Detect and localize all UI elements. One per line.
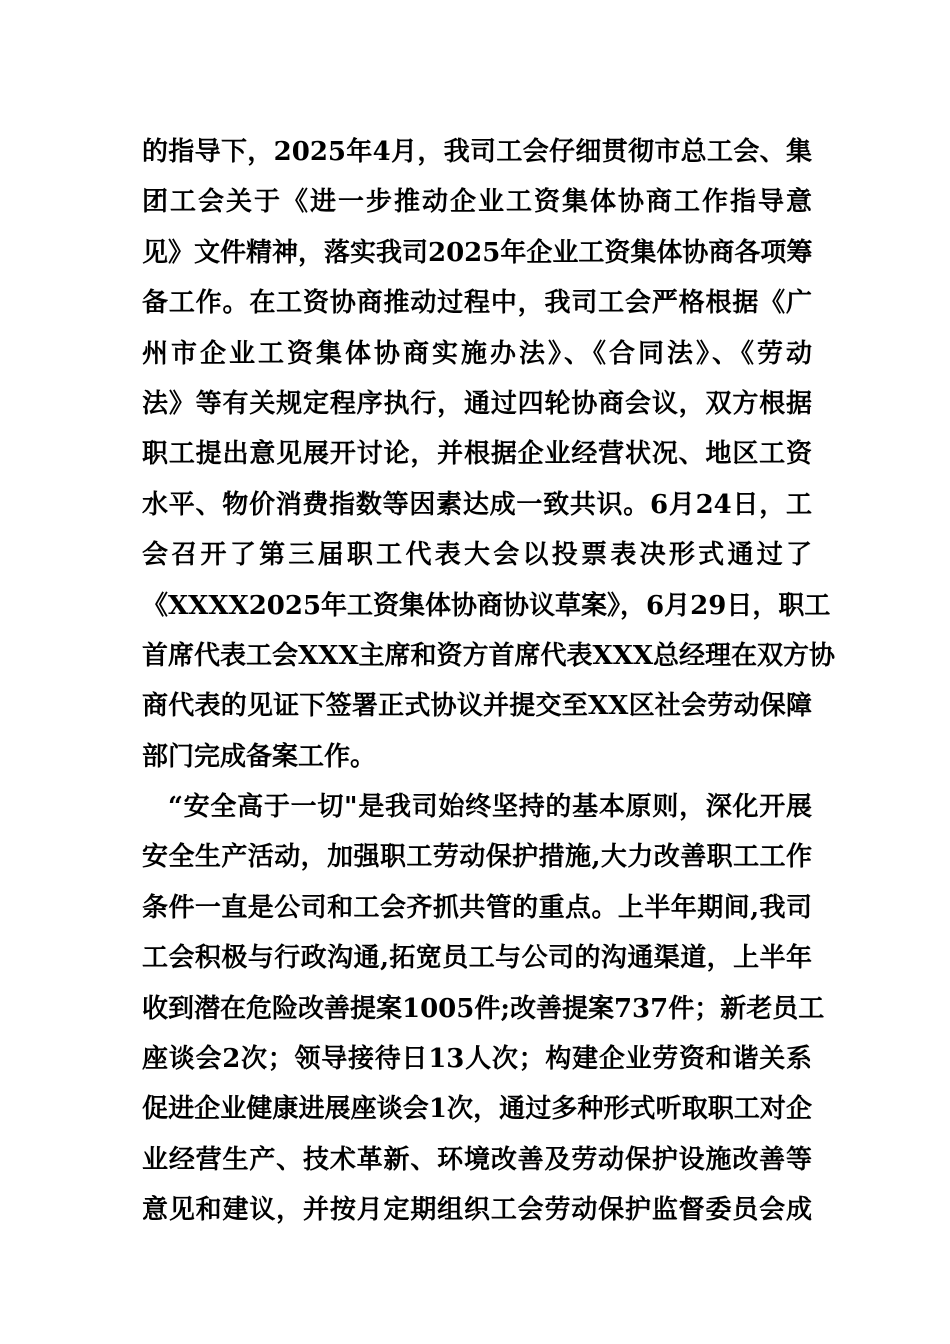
paragraph-1-line-3: 见》文件精神，落实我司2025年企业工资集体协商各项筹 <box>142 237 813 268</box>
paragraph-2-line-9: 意见和建议，并按月定期组织工会劳动保护监督委员会成 <box>142 1195 812 1226</box>
paragraph-2-line-8: 业经营生产、技术革新、环境改善及劳动保护设施改善等 <box>142 1144 812 1175</box>
paragraph-1-line-5: 州市企业工资集体协商实施办法》、《合同法》、《劳动 <box>142 338 812 369</box>
paragraph-1-line-11: 首席代表工会XXX主席和资方首席代表XXX总经理在双方协 <box>142 640 836 671</box>
paragraph-1-line-12: 商代表的见证下签署正式协议并提交至XX区社会劳动保障 <box>142 691 812 722</box>
paragraph-1-line-7: 职工提出意见展开讨论，并根据企业经营状况、地区工资 <box>142 439 812 470</box>
paragraph-2-line-5: 收到潜在危险改善提案1005件;改善提案737件；新老员工 <box>142 993 825 1024</box>
paragraph-2-line-3: 条件一直是公司和工会齐抓共管的重点。上半年期间,我司 <box>142 892 812 923</box>
paragraph-2-line-2: 安全生产活动，加强职工劳动保护措施,大力改善职工工作 <box>142 842 812 873</box>
paragraph-2-line-6: 座谈会2次；领导接待日13人次；构建企业劳资和谐关系 <box>142 1044 812 1075</box>
paragraph-2-line-4: 工会积极与行政沟通,拓宽员工与公司的沟通渠道，上半年 <box>142 943 812 974</box>
paragraph-1-line-6: 法》等有关规定程序执行，通过四轮协商会议，双方根据 <box>142 388 812 419</box>
paragraph-1-line-13: 部门完成备案工作。 <box>142 741 377 772</box>
paragraph-2-line-7: 促进企业健康进展座谈会1次，通过多种形式听取职工对企 <box>142 1094 812 1125</box>
paragraph-1-line-8: 水平、物价消费指数等因素达成一致共识。6月24日，工 <box>142 489 812 520</box>
document-body <box>142 127 836 1236</box>
paragraph-1-line-9: 会召开了第三届职工代表大会以投票表决形式通过了 <box>142 540 812 571</box>
paragraph-1-line-1: 的指导下，2025年4月，我司工会仔细贯彻市总工会、集 <box>142 137 812 167</box>
paragraph-1-line-10: 《XXXX2025年工资集体协商协议草案》，6月29日，职工 <box>142 590 831 621</box>
paragraph-1-line-2: 团工会关于《进一步推动企业工资集体协商工作指导意 <box>142 187 812 218</box>
paragraph-1-line-4: 备工作。在工资协商推动过程中，我司工会严格根据《广 <box>142 288 812 319</box>
paragraph-2-line-1: “安全高于一切"是我司始终坚持的基本原则，深化开展 <box>168 792 812 823</box>
